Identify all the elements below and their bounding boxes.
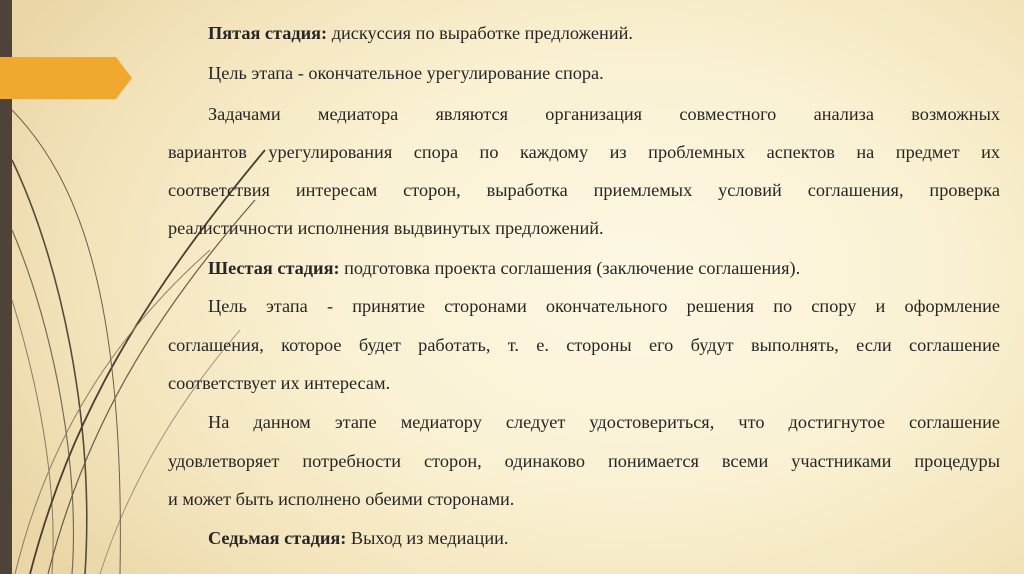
stage7-paragraph (208, 520, 1024, 558)
stage5-text: дискуссия по выработке предложений. (327, 23, 633, 43)
goal6-line-1: Цель этапа - принятие сторонами окончательного решения по спору и оформление (208, 296, 1000, 316)
stage7-text: Выход из медиации. (346, 528, 509, 548)
tasks-line-3: соответствия интересам сторон, выработка приемлемых условий соглашения, проверка (168, 180, 1000, 200)
stage6-text: подготовка проекта соглашения (заключение соглашения). (339, 258, 801, 278)
tasks-line-1: Задачами медиатора являются организация совместного анализа возможных (208, 104, 1000, 124)
stage6-paragraph (208, 250, 1024, 288)
mediator-line-1: На данном этапе медиатору следует удостовериться, что достигнутое соглашение (208, 412, 1000, 432)
goal6-line-3: соответствует их интересам. (168, 373, 391, 393)
stage6-heading: Шестая стадия: (208, 258, 340, 278)
mediator-line-2: удовлетворяет потребности сторон, одинаково понимается всеми участниками процедуры (168, 451, 1000, 471)
tasks-line-2: вариантов урегулирования спора по каждому из проблемных аспектов на предмет их (168, 142, 1000, 162)
mediator-line-3: и может быть исполнено обеими сторонами. (168, 489, 515, 509)
curve-line (12, 300, 53, 574)
tasks-line-4: реалистичности исполнения выдвинутых предложений. (168, 218, 604, 238)
goal6-line-2: соглашения, которое будет работать, т. е. стороны его будут выполнять, если соглашение (168, 335, 1000, 355)
curve-line (12, 110, 120, 574)
goal5-paragraph: Цель этапа - окончательное урегулирование спора. (208, 63, 604, 83)
stage5-paragraph (208, 15, 1024, 53)
stage5-heading: Пятая стадия: (208, 23, 328, 43)
accent-arrow-shape (0, 57, 132, 99)
curve-line (12, 230, 73, 574)
stage7-heading: Седьмая стадия: (208, 528, 347, 548)
